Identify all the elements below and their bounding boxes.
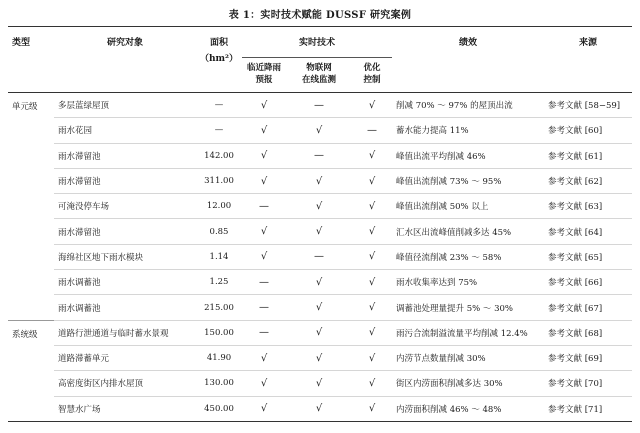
cell-area: 1.25: [196, 270, 242, 295]
cell-performance: 雨水收集率达到 75%: [392, 270, 544, 295]
header-tech-control-l2: 控制: [363, 75, 381, 85]
header-area-label: 面积: [209, 38, 228, 48]
cell-area: 41.90: [196, 345, 242, 370]
cell-iot: √: [286, 219, 352, 244]
cell-forecast: √: [242, 168, 286, 193]
cell-iot: √: [286, 194, 352, 219]
cell-iot: √: [286, 295, 352, 320]
cell-iot: √: [286, 118, 352, 143]
cell-performance: 内涝面积削减 46% ～ 48%: [392, 396, 544, 421]
header-tech-forecast-l2: 预报: [255, 75, 273, 85]
cell-control: √: [352, 244, 392, 269]
cell-iot: √: [286, 345, 352, 370]
cell-area: 215.00: [196, 295, 242, 320]
group-unit-label: 单元级: [12, 102, 38, 112]
cell-performance: 峰值径流削减 23% ～ 58%: [392, 244, 544, 269]
cell-area: —: [196, 118, 242, 143]
table-row: [8, 93, 632, 118]
table-row: [8, 143, 632, 168]
cell-control: √: [352, 295, 392, 320]
cell-performance: 峰值出流平均削减 46%: [392, 143, 544, 168]
cell-area: 0.85: [196, 219, 242, 244]
cell-source: 参考文献 [71]: [544, 396, 632, 421]
cell-source: 参考文献 [67]: [544, 295, 632, 320]
header-tech-control-l1: 优化: [363, 63, 381, 73]
cell-iot: —: [286, 93, 352, 118]
cell-performance: 汇水区出流峰值削减多达 45%: [392, 219, 544, 244]
header-area: [196, 27, 242, 93]
cell-object: 雨水调蓄池: [54, 295, 196, 320]
cell-performance: 内涝节点数量削减 30%: [392, 345, 544, 370]
cell-control: √: [352, 168, 392, 193]
cell-object: 雨水滞留池: [54, 168, 196, 193]
cell-performance: 调蓄池处理量提升 5% ～ 30%: [392, 295, 544, 320]
cell-forecast: —: [242, 320, 286, 345]
cell-area: 12.00: [196, 194, 242, 219]
cell-source: 参考文献 [68]: [544, 320, 632, 345]
cell-area: 311.00: [196, 168, 242, 193]
cell-control: √: [352, 143, 392, 168]
cell-iot: √: [286, 396, 352, 421]
cell-forecast: √: [242, 396, 286, 421]
cell-source: 参考文献 [61]: [544, 143, 632, 168]
cell-iot: —: [286, 244, 352, 269]
table-row: [8, 320, 632, 345]
header-type: 类型: [12, 38, 31, 48]
cell-performance: 峰值出流削减 73% ～ 95%: [392, 168, 544, 193]
table-row: [8, 371, 632, 396]
cell-iot: —: [286, 143, 352, 168]
cell-performance: 雨污合流制溢流量平均削减 12.4%: [392, 320, 544, 345]
cell-forecast: √: [242, 219, 286, 244]
cell-area: 1.14: [196, 244, 242, 269]
header-row-top: [8, 27, 632, 58]
cell-forecast: √: [242, 118, 286, 143]
cell-source: 参考文献 [62]: [544, 168, 632, 193]
cell-source: 参考文献 [66]: [544, 270, 632, 295]
cell-source: 参考文献 [65]: [544, 244, 632, 269]
cell-performance: 削减 70% ～ 97% 的屋顶出流: [392, 93, 544, 118]
cell-source: 参考文献 [64]: [544, 219, 632, 244]
cell-iot: √: [286, 168, 352, 193]
cell-control: √: [352, 396, 392, 421]
cell-object: 雨水花园: [54, 118, 196, 143]
table-row: [8, 219, 632, 244]
cell-performance: 蓄水能力提高 11%: [392, 118, 544, 143]
case-table: [8, 26, 632, 422]
table-row: [8, 345, 632, 370]
cell-iot: √: [286, 270, 352, 295]
cell-area: 450.00: [196, 396, 242, 421]
cell-area: 130.00: [196, 371, 242, 396]
header-tech-iot-l1: 物联网: [306, 63, 332, 73]
cell-control: —: [352, 118, 392, 143]
cell-forecast: √: [242, 244, 286, 269]
cell-object: 多层蓝绿屋顶: [54, 93, 196, 118]
cell-forecast: √: [242, 345, 286, 370]
cell-area: 142.00: [196, 143, 242, 168]
cell-forecast: √: [242, 371, 286, 396]
cell-source: 参考文献 [69]: [544, 345, 632, 370]
cell-forecast: √: [242, 143, 286, 168]
header-area-unit: （hm²）: [199, 54, 238, 64]
cell-performance: 峰值出流削减 50% 以上: [392, 194, 544, 219]
cell-control: √: [352, 270, 392, 295]
cell-source: 参考文献 [70]: [544, 371, 632, 396]
header-source: 来源: [579, 38, 598, 48]
cell-object: 雨水滞留池: [54, 219, 196, 244]
header-tech: 实时技术: [242, 27, 392, 58]
cell-control: √: [352, 194, 392, 219]
table-row: [8, 118, 632, 143]
cell-source: 参考文献 [63]: [544, 194, 632, 219]
header-tech-forecast: [242, 58, 286, 93]
cell-object: 道路行泄通道与临时蓄水景观: [54, 320, 196, 345]
table-row: [8, 396, 632, 421]
cell-forecast: √: [242, 93, 286, 118]
header-perf: 绩效: [459, 38, 478, 48]
cell-iot: √: [286, 320, 352, 345]
header-tech-forecast-l1: 临近降雨: [246, 63, 281, 73]
header-object: 研究对象: [106, 38, 143, 48]
table-row: [8, 168, 632, 193]
table-caption: 表 1：实时技术赋能 DUSSF 研究案例: [228, 10, 412, 21]
cell-object: 道路滞蓄单元: [54, 345, 196, 370]
cell-control: √: [352, 219, 392, 244]
cell-object: 海绵社区地下雨水模块: [54, 244, 196, 269]
cell-forecast: —: [242, 194, 286, 219]
table-row: [8, 244, 632, 269]
header-tech-iot-l2: 在线监测: [301, 75, 336, 85]
cell-area: 150.00: [196, 320, 242, 345]
table-row: [8, 194, 632, 219]
cell-area: —: [196, 93, 242, 118]
cell-control: √: [352, 371, 392, 396]
header-tech-iot: [286, 58, 352, 93]
header-tech-control: [352, 58, 392, 93]
cell-iot: √: [286, 371, 352, 396]
cell-object: 可淹没停车场: [54, 194, 196, 219]
table-body: [8, 93, 632, 422]
cell-object: 高密度街区内排水屋顶: [54, 371, 196, 396]
cell-source: 参考文献 [60]: [544, 118, 632, 143]
cell-control: √: [352, 345, 392, 370]
cell-forecast: —: [242, 295, 286, 320]
cell-performance: 街区内涝面积削减多达 30%: [392, 371, 544, 396]
cell-source: 参考文献 [58−59]: [544, 93, 632, 118]
cell-control: √: [352, 320, 392, 345]
cell-forecast: —: [242, 270, 286, 295]
cell-control: √: [352, 93, 392, 118]
cell-object: 雨水调蓄池: [54, 270, 196, 295]
table-row: [8, 295, 632, 320]
cell-object: 智慧水广场: [54, 396, 196, 421]
group-system-label: 系统级: [8, 320, 54, 421]
table-row: [8, 270, 632, 295]
cell-object: 雨水滞留池: [54, 143, 196, 168]
